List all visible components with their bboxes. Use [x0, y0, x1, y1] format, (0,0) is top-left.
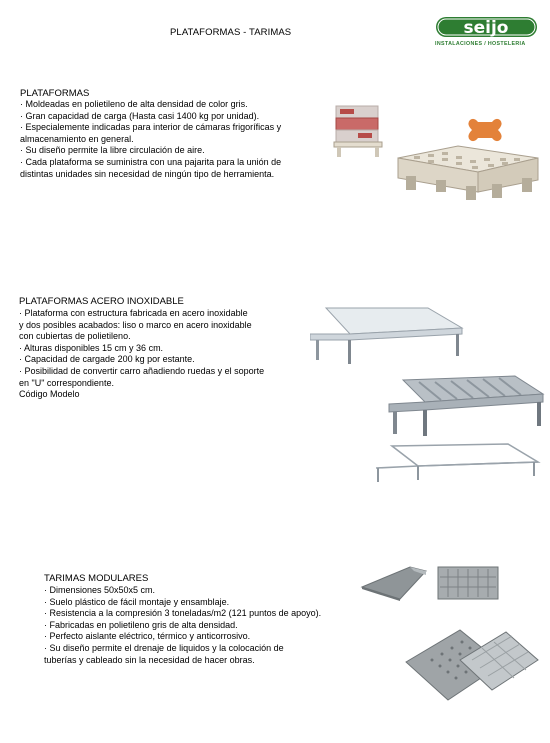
section-body-plataformas — [20, 99, 281, 180]
bullet-line: · Su diseño permite la libre circulación de aire. — [20, 145, 205, 156]
bullet-line: con cubiertas de polietileno. — [19, 331, 131, 342]
bullet-line: · Alturas disponibles 15 cm y 36 cm. — [19, 342, 164, 353]
bullet-line: · Plataforma con estructura fabricada en acero inoxidable — [19, 308, 248, 318]
bullet-line: · Posibilidad de convertir carro añadiendo ruedas y el soporte — [19, 365, 265, 376]
section-title-acero-inoxidable: PLATAFORMAS ACERO INOXIDABLE — [19, 296, 184, 307]
model-code-label: Código Modelo — [19, 389, 80, 400]
plastic-platforms-image — [332, 100, 540, 210]
stainless-smooth-platform-image — [310, 304, 470, 366]
bullet-line: · Capacidad de cargade 200 kg por estante. — [19, 354, 195, 365]
bullet-line: · Cada plataforma se suministra con una pajarita para la unión de — [20, 156, 282, 167]
bullet-line: y dos posibles acabados: liso o marco en acero inoxidable — [19, 319, 252, 330]
bullet-line: almacenamiento en general. — [20, 133, 134, 144]
logo-word-text: seijo — [463, 18, 509, 38]
bullet-line: en "U" correspondiente. — [19, 377, 114, 388]
bullet-line: tuberías y cableado sin la necesidad de hacer obras. — [44, 654, 255, 665]
logo-tagline: INSTALACIONES / HOSTELERIA — [435, 41, 526, 47]
bullet-line: · Suelo plástico de fácil montaje y ensamblaje. — [44, 596, 230, 607]
ramp-tile-image — [360, 563, 430, 603]
company-logo — [434, 14, 539, 52]
section-title-plataformas: PLATAFORMAS — [20, 88, 90, 99]
bullet-line: · Fabricadas en polietileno gris de alta densidad. — [44, 619, 238, 630]
section-body-tarimas-modulares — [44, 585, 321, 666]
modular-tile-top-image — [436, 565, 500, 601]
perforated-tiles-image — [402, 626, 542, 712]
bullet-line: · Moldeadas en polietileno de alta densidad de color gris. — [20, 99, 248, 109]
section-title-tarimas-modulares: TARIMAS MODULARES — [44, 573, 149, 584]
bullet-line: · Especialemente indicadas para interior de cámaras frigoríficas y — [20, 122, 282, 133]
u-support-frame-image — [372, 440, 542, 484]
stainless-grid-platform-image — [385, 372, 545, 438]
bullet-line: · Gran capacidad de carga (Hasta casi 1400 kg por unidad). — [20, 110, 260, 121]
section-body-acero-inoxidable — [19, 308, 264, 401]
bullet-line: distintas unidades sin necesidad de ningún tipo de herramienta. — [20, 168, 275, 179]
logo-wordmark — [434, 14, 539, 40]
bullet-line: · Perfecto aislante eléctrico, térmico y anticorrosivo. — [44, 631, 251, 642]
page-title: PLATAFORMAS - TARIMAS — [170, 27, 292, 38]
bullet-line: · Resistencia a la compresión 3 toneladas/m2 (121 puntos de apoyo). — [44, 608, 322, 619]
bullet-line: · Dimensiones 50x50x5 cm. — [44, 585, 156, 595]
bullet-line: · Su diseño permite el drenaje de liquidos y la colocación de — [44, 642, 284, 653]
